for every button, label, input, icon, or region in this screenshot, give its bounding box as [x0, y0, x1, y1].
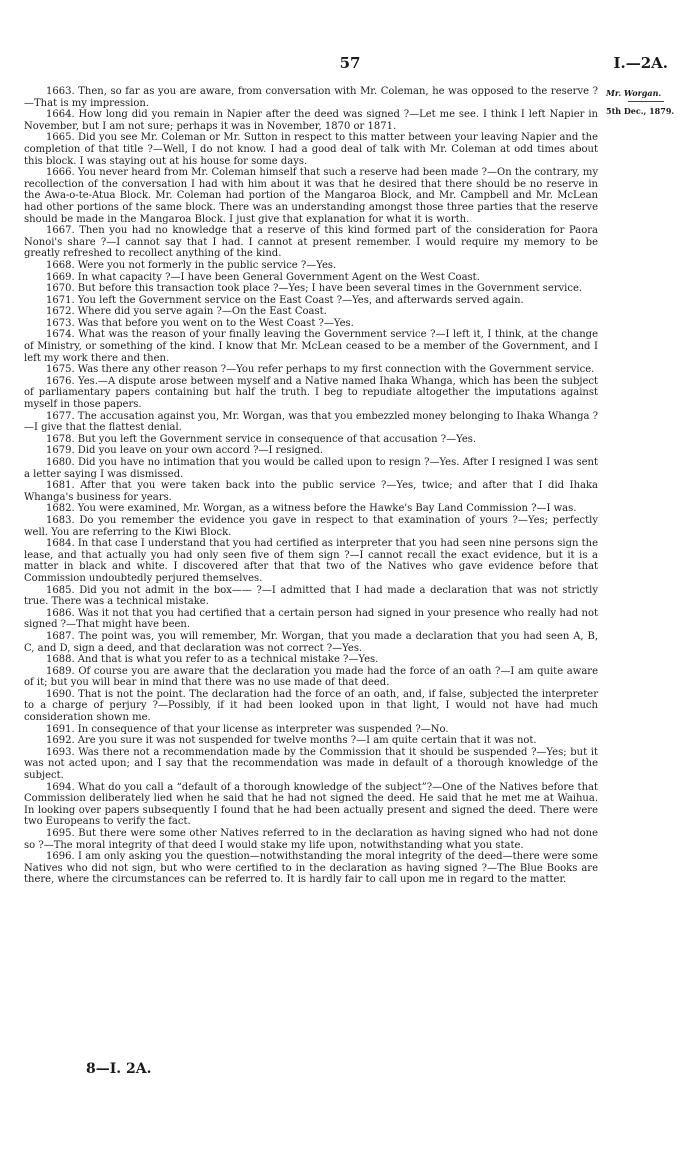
- side-note-rule: [628, 101, 664, 102]
- evidence-paragraph: 1687. The point was, you will remember, Mr. Worgan, that you made a declaration that you had seen A, B, C, and D, sign a deed, and that declaration was not correct ?—Yes.: [24, 630, 598, 654]
- footer-signature: 8—I. 2A.: [86, 1061, 152, 1077]
- document-code: I.—2A.: [613, 54, 668, 72]
- evidence-paragraph: 1669. In what capacity ?—I have been General Government Agent on the West Coast.: [46, 271, 480, 283]
- evidence-paragraph: 1676. Yes.—A dispute arose between myself and a Native named Ihaka Whanga, which has been the subject of parliamentary papers containing but half the truth. I beg to repudiate altogether the imputations against myself in those papers.: [24, 375, 598, 411]
- evidence-paragraph: 1691. In consequence of that your license as interpreter was suspended ?—No.: [46, 723, 449, 735]
- evidence-paragraph: 1686. Was it not that you had certified that a certain person had signed in your presence who really had not signed ?—That might have been.: [24, 607, 598, 631]
- page-number: 57: [339, 54, 361, 72]
- evidence-paragraph: 1678. But you left the Government service in consequence of that accusation ?—Yes.: [46, 433, 477, 445]
- evidence-paragraph: 1680. Did you have no intimation that you would be called upon to resign ?—Yes. After I resigned I was sent a letter saying I was dismissed.: [24, 457, 598, 480]
- evidence-paragraph: 1681. After that you were taken back into the public service ?—Yes, twice; and after that I did Ihaka Whanga's business for years.: [24, 480, 598, 503]
- evidence-text: [24, 86, 598, 886]
- evidence-paragraph: 1692. Are you sure it was not suspended for twelve months ?—I am quite certain that it was not.: [46, 735, 537, 747]
- evidence-paragraph: 1696. I am only asking you the question—notwithstanding the moral integrity of the deed—there were some Natives who did not sign, but who were certified to in the declaration as having signed ?—The Blue Books are there, where the circumstances can be referred to. It is hardly fair to call upon me in regard to the matter.: [24, 851, 598, 886]
- evidence-paragraph: 1689. Of course you are aware that the declaration you made had the force of an oath ?—I am quite aware of it; but you will bear in mind that there was no use made of that deed.: [24, 665, 598, 689]
- evidence-paragraph: 1664. How long did you remain in Napier after the deed was signed ?—Let me see. I think I left Napier in November, but I am not sure; perhaps it was in November, 1870 or 1871.: [24, 109, 598, 132]
- evidence-paragraph: 1670. But before this transaction took place ?—Yes; I have been several times in the Government service.: [46, 283, 583, 295]
- evidence-paragraph: 1666. You never heard from Mr. Coleman himself that such a reserve had been made ?—On the contrary, my recollection of the conversation I had with him about it was that he desired that there should be no reserve in the Awa-o-te-Atua Block. Mr. Coleman had portion of the Mangaroa Block, and Mr. Campbell and Mr. McLean had other portions of the same block. There was an understanding amongst those three parties that the reserve should be made in the Mangaroa Block. I just give that explanation for what it is worth.: [24, 167, 598, 225]
- evidence-paragraph: 1673. Was that before you went on to the West Coast ?—Yes.: [46, 317, 354, 329]
- evidence-paragraph: 1677. The accusation against you, Mr. Worgan, was that you embezzled money belonging to Ihaka Whanga ?—I give that the flattest denial.: [24, 410, 598, 434]
- evidence-paragraph: 1679. Did you leave on your own accord ?—I resigned.: [46, 445, 324, 457]
- evidence-paragraph: 1682. You were examined, Mr. Worgan, as a witness before the Hawke's Bay Land Commission ?—I was.: [46, 503, 577, 515]
- evidence-paragraph: 1668. Were you not formerly in the public service ?—Yes.: [46, 259, 337, 271]
- evidence-paragraph: 1688. And that is what you refer to as a technical mistake ?—Yes.: [46, 654, 379, 666]
- evidence-paragraph: 1671. You left the Government service on the East Coast ?—Yes, and afterwards served again.: [46, 294, 524, 306]
- evidence-paragraph: 1694. What do you call a “default of a thorough knowledge of the subject”?—One of the Natives before that Commission deliberately lied when he said that he had not signed the deed. He said that he met me at Waihua. In looking over papers subsequently I found that he had been actually present and signed the deed. There were two Europeans to verify the fact.: [24, 781, 598, 828]
- evidence-paragraph: 1663. Then, so far as you are aware, from conversation with Mr. Coleman, he was opposed to the reserve ?—That is my impression.: [24, 86, 598, 109]
- evidence-paragraph: 1695. But there were some other Natives referred to in the declaration as having signed who had not done so ?—The moral integrity of that deed I would stake my life upon, notwithstanding what you state.: [24, 828, 598, 851]
- evidence-paragraph: 1675. Was there any other reason ?—You refer perhaps to my first connection with the Government service.: [46, 364, 595, 376]
- evidence-paragraph: 1693. Was there not a recommendation made by the Commission that it should be suspended ?—Yes; but it was not acted upon; and I say that the recommendation was made in default of a thorough knowledge of the subject.: [24, 746, 598, 782]
- side-note-witness-name: Mr. Worgan.: [606, 88, 662, 98]
- evidence-paragraph: 1683. Do you remember the evidence you gave in respect to that examination of yours ?—Yes; perfectly well. You are referring to the Kiwi Block.: [24, 514, 598, 538]
- side-note-date: 5th Dec., 1879.: [606, 106, 675, 116]
- evidence-paragraph: 1665. Did you see Mr. Coleman or Mr. Sutton in respect to this matter between your leaving Napier and the completion of that title ?—Well, I do not know. I had a good deal of talk with Mr. Coleman at odd times about this block. I was staying out at his house for some days.: [24, 132, 598, 167]
- evidence-paragraph: 1674. What was the reason of your finally leaving the Government service ?—I left it, I think, at the change of Ministry, or something of the kind. I know that Mr. McLean ceased to be a member of the Government, and I left my work there and then.: [24, 329, 598, 364]
- evidence-paragraph: 1672. Where did you serve again ?—On the East Coast.: [46, 306, 327, 318]
- evidence-paragraph: 1690. That is not the point. The declaration had the force of an oath, and, if false, subjected the interpreter to a charge of perjury ?—Possibly, if it had been looked upon in that light, I would not have had much consideration shown me.: [24, 688, 598, 724]
- evidence-paragraph: 1667. Then you had no knowledge that a reserve of this kind formed part of the consideration for Paora Nonoi's share ?—I cannot say that I had. I cannot at present remember. I would require my memory to be greatly refreshed to recollect anything of the kind.: [24, 225, 598, 260]
- evidence-paragraph: 1684. In that case I understand that you had certified as interpreter that you had seen nine persons sign the lease, and that actually you had only seen five of them sign ?—I cannot recall the exact evidence, but it is a matter in black and white. I discovered after that that two of the Natives who gave evidence before that Commission undoubtedly perjured themselves.: [24, 538, 598, 584]
- evidence-paragraph: 1685. Did you not admit in the box—— ?—I admitted that I had made a declaration that was not strictly true. There was a technical mistake.: [24, 584, 598, 608]
